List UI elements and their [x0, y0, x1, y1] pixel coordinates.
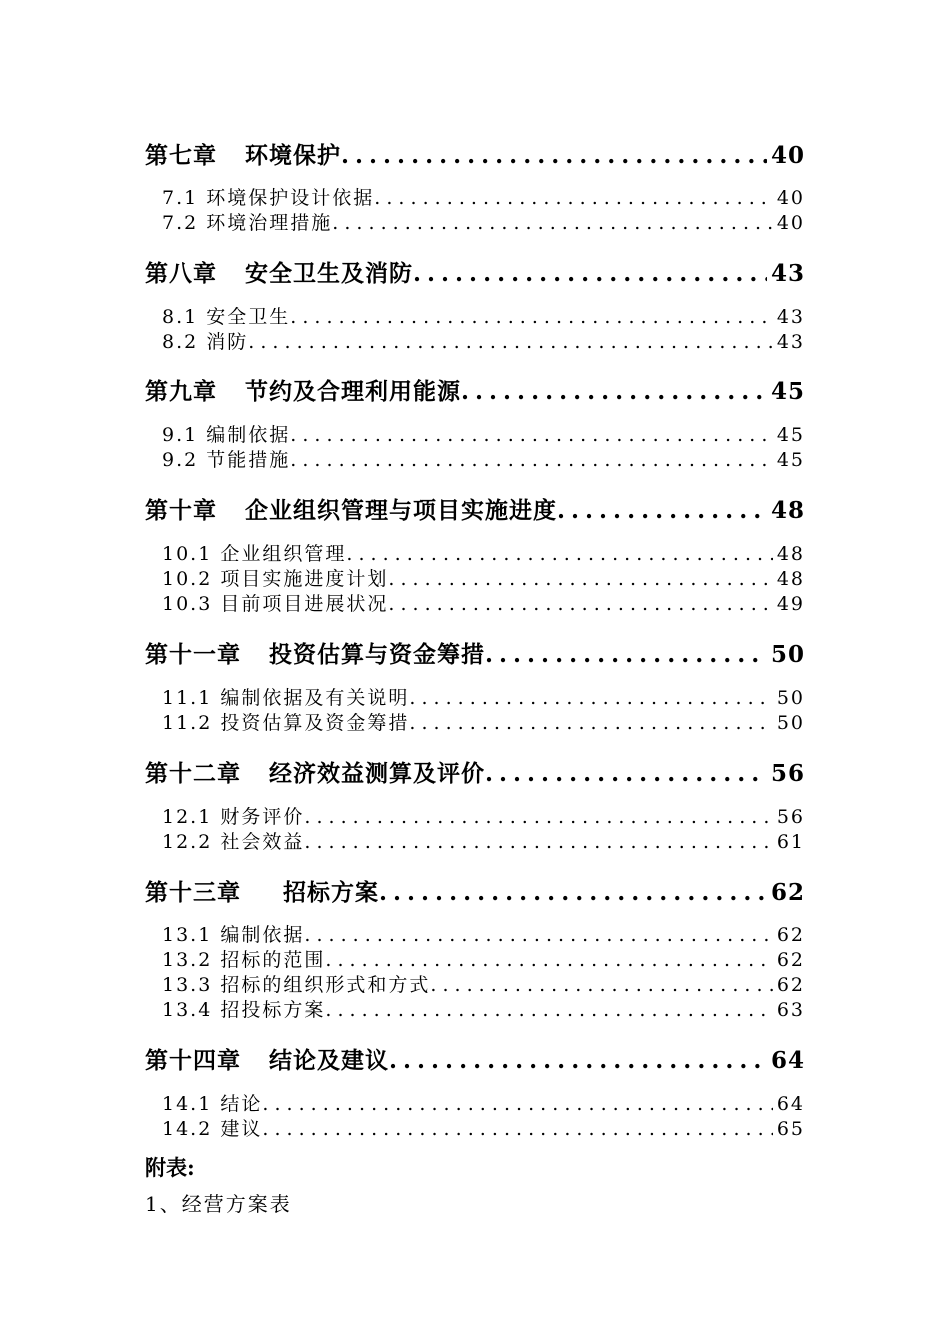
page-number: 48	[770, 497, 805, 524]
toc-chapter-10[interactable]	[145, 492, 805, 522]
dot-leader	[413, 260, 767, 287]
appendix-heading: 附表:	[145, 1155, 195, 1180]
section-title: 8.2 消防	[162, 331, 249, 353]
chapter-title: 环境保护	[245, 142, 341, 169]
toc-section-13-4[interactable]	[145, 995, 805, 1020]
chapter-title: 经济效益测算及评价	[269, 760, 485, 787]
toc-chapter-9[interactable]	[145, 373, 805, 403]
dot-leader	[389, 1047, 767, 1074]
section-title: 13.4 招投标方案	[162, 999, 326, 1021]
toc-section-9-1[interactable]	[145, 420, 805, 445]
toc-section-11-2[interactable]	[145, 708, 805, 733]
chapter-title: 结论及建议	[269, 1047, 389, 1074]
page-number: 61	[776, 831, 805, 853]
section-title: 13.3 招标的组织形式和方式	[162, 974, 431, 996]
toc-section-9-2[interactable]	[145, 445, 805, 470]
page-number: 49	[776, 593, 805, 615]
page-number: 62	[770, 879, 805, 906]
section-title: 11.2 投资估算及资金筹措	[162, 712, 410, 734]
page-number: 43	[776, 331, 805, 353]
toc-section-11-1[interactable]	[145, 683, 805, 708]
toc-chapter-14[interactable]	[145, 1042, 805, 1072]
dot-leader	[485, 641, 767, 668]
chapter-title: 企业组织管理与项目实施进度	[245, 497, 557, 524]
toc-section-10-3[interactable]	[145, 589, 805, 614]
dot-leader	[262, 1118, 772, 1140]
dot-leader	[341, 142, 767, 169]
section-title: 14.2 建议	[162, 1118, 263, 1140]
chapter-number: 第八章	[145, 260, 217, 287]
dot-leader	[304, 806, 772, 828]
section-title: 12.1 财务评价	[162, 806, 305, 828]
section-title: 13.1 编制依据	[162, 924, 305, 946]
page-number: 62	[776, 924, 805, 946]
dot-leader	[304, 924, 772, 946]
dot-leader	[379, 879, 767, 906]
page-number: 45	[776, 449, 805, 471]
dot-leader	[388, 568, 772, 590]
page-number: 50	[776, 687, 805, 709]
page-number: 40	[776, 212, 805, 234]
toc-chapter-7[interactable]	[145, 137, 805, 167]
toc-chapter-8[interactable]	[145, 255, 805, 285]
toc-chapter-12[interactable]	[145, 755, 805, 785]
dot-leader	[409, 687, 772, 709]
page-number: 48	[776, 543, 805, 565]
toc-section-12-2[interactable]	[145, 827, 805, 852]
page-number: 65	[776, 1118, 805, 1140]
toc-section-14-2[interactable]	[145, 1114, 805, 1139]
dot-leader	[248, 331, 773, 353]
chapter-number: 第九章	[145, 378, 217, 405]
page-number: 40	[776, 187, 805, 209]
dot-leader	[325, 999, 772, 1021]
page-number: 50	[776, 712, 805, 734]
toc-section-8-2[interactable]	[145, 327, 805, 352]
section-title: 10.2 项目实施进度计划	[162, 568, 389, 590]
section-title: 11.1 编制依据及有关说明	[162, 687, 410, 709]
section-title: 9.1 编制依据	[162, 424, 291, 446]
dot-leader	[388, 593, 772, 615]
page-number: 43	[776, 306, 805, 328]
chapter-title: 招标方案	[283, 879, 379, 906]
page-number: 56	[776, 806, 805, 828]
page-number: 64	[776, 1093, 805, 1115]
section-title: 12.2 社会效益	[162, 831, 305, 853]
toc-section-7-2[interactable]	[145, 208, 805, 233]
page-number: 40	[770, 142, 805, 169]
chapter-title: 节约及合理利用能源	[245, 378, 461, 405]
chapter-number: 第十二章	[145, 760, 241, 787]
page-number: 62	[776, 949, 805, 971]
chapter-number: 第十三章	[145, 879, 241, 906]
page-number: 56	[770, 760, 805, 787]
dot-leader	[346, 543, 772, 565]
section-title: 13.2 招标的范围	[162, 949, 326, 971]
page-number: 63	[776, 999, 805, 1021]
toc-section-14-1[interactable]	[145, 1089, 805, 1114]
dot-leader	[304, 831, 772, 853]
page-number: 62	[776, 974, 805, 996]
dot-leader	[430, 974, 772, 996]
chapter-number: 第十一章	[145, 641, 241, 668]
section-title: 10.1 企业组织管理	[162, 543, 347, 565]
chapter-number: 第十章	[145, 497, 217, 524]
page-number: 48	[776, 568, 805, 590]
dot-leader	[290, 449, 773, 471]
toc-section-13-3[interactable]	[145, 970, 805, 995]
section-title: 14.1 结论	[162, 1093, 263, 1115]
section-title: 7.2 环境治理措施	[162, 212, 333, 234]
dot-leader	[409, 712, 772, 734]
dot-leader	[325, 949, 772, 971]
section-title: 8.1 安全卫生	[162, 306, 291, 328]
dot-leader	[262, 1093, 772, 1115]
toc-section-12-1[interactable]	[145, 802, 805, 827]
chapter-title: 投资估算与资金筹措	[269, 641, 485, 668]
dot-leader	[485, 760, 767, 787]
section-title: 7.1 环境保护设计依据	[162, 187, 375, 209]
dot-leader	[332, 212, 773, 234]
dot-leader	[461, 378, 767, 405]
dot-leader	[290, 306, 773, 328]
page-number: 45	[770, 378, 805, 405]
toc-section-7-1[interactable]	[145, 183, 805, 208]
toc-chapter-11[interactable]	[145, 636, 805, 666]
toc-section-13-1[interactable]	[145, 920, 805, 945]
dot-leader	[374, 187, 773, 209]
toc-section-10-2[interactable]	[145, 564, 805, 589]
page-number: 45	[776, 424, 805, 446]
toc-section-13-2[interactable]	[145, 945, 805, 970]
toc-section-8-1[interactable]	[145, 302, 805, 327]
page-number: 64	[770, 1047, 805, 1074]
toc-chapter-13[interactable]	[145, 874, 805, 904]
page-number: 50	[770, 641, 805, 668]
chapter-title: 安全卫生及消防	[245, 260, 413, 287]
section-title: 10.3 目前项目进展状况	[162, 593, 389, 615]
page-number: 43	[770, 260, 805, 287]
toc-section-10-1[interactable]	[145, 539, 805, 564]
dot-leader	[557, 497, 767, 524]
chapter-number: 第十四章	[145, 1047, 241, 1074]
chapter-number: 第七章	[145, 142, 217, 169]
section-title: 9.2 节能措施	[162, 449, 291, 471]
appendix-item: 1、经营方案表	[145, 1192, 292, 1216]
dot-leader	[290, 424, 773, 446]
